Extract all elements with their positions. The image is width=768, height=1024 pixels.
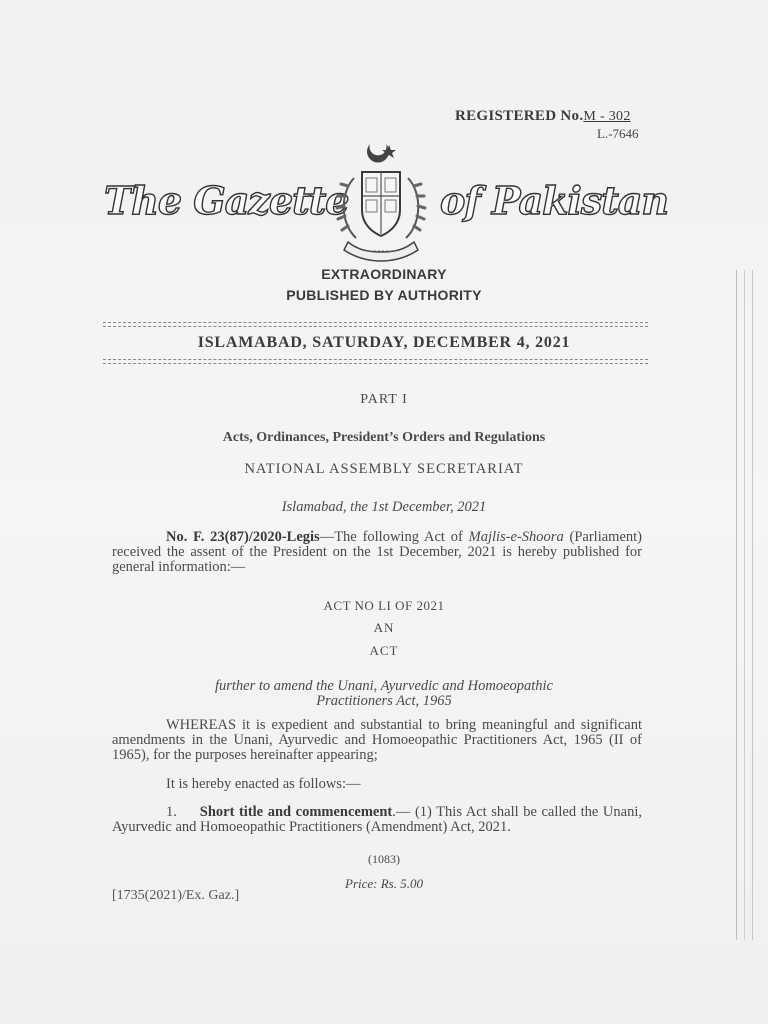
notice-ref: No. F. 23(87)/2020-Legis xyxy=(166,529,320,545)
state-emblem-icon xyxy=(326,138,436,263)
enacted-paragraph: It is hereby enacted as follows:— xyxy=(166,776,361,792)
secretariat-heading: NATIONAL ASSEMBLY SECRETARIAT xyxy=(244,461,524,477)
notice-paragraph xyxy=(112,530,642,575)
act-purpose-line2: Practitioners Act, 1965 xyxy=(316,693,452,709)
masthead-title-left: The Gazette xyxy=(104,178,349,223)
registered-value: M - 302 xyxy=(583,109,631,124)
divider xyxy=(103,322,648,323)
masthead-title-right: of Pakistan xyxy=(440,178,669,223)
page-number: (1083) xyxy=(368,852,400,866)
divider xyxy=(103,326,648,327)
section-1-paragraph xyxy=(112,805,642,835)
divider xyxy=(103,363,648,364)
divider xyxy=(103,359,648,360)
whereas-paragraph: WHEREAS it is expedient and substantial to bring meaningful and significant amendments in the Unani, Ayurvedic and Homoeopathic Practitioners Act, 1965 (II of 1965), for the purposes hereinafter appearing; xyxy=(112,717,642,763)
registered-label: REGISTERED No. xyxy=(455,108,584,124)
registered-line2: L.-7646 xyxy=(597,126,639,141)
act-number: ACT NO LI OF 2021 xyxy=(323,598,445,613)
part-heading: PART I xyxy=(360,392,408,407)
act-purpose-line1: further to amend the Unani, Ayurvedic and Homoeopathic xyxy=(214,678,553,694)
extraordinary-label: EXTRAORDINARY xyxy=(321,266,447,282)
notice-text-2: (Parliament) received the assent of the President on the 1st December, 2021 is hereby published for general information:— xyxy=(112,529,642,575)
section-1-text: .— (1) This Act shall be called the Unani, Ayurvedic and Homoeopathic Practitioners (Amendment) Act, 2021. xyxy=(112,804,642,835)
act-an: AN xyxy=(373,620,395,635)
price-label: Price: Rs. 5.00 xyxy=(345,876,423,891)
place-date: Islamabad, the 1st December, 2021 xyxy=(281,499,487,515)
notice-majlis: Majlis-e-Shoora xyxy=(468,529,564,545)
section-1-title: Short title and commencement xyxy=(199,804,393,820)
published-label: PUBLISHED BY AUTHORITY xyxy=(286,287,482,303)
dateline: ISLAMABAD, SATURDAY, DECEMBER 4, 2021 xyxy=(197,334,571,351)
section-1-number: 1. xyxy=(166,804,177,820)
notice-text-1: —The following Act of xyxy=(319,529,469,545)
gazette-reference: [1735(2021)/Ex. Gaz.] xyxy=(112,888,240,903)
registered-number xyxy=(455,108,631,125)
section-subheading: Acts, Ordinances, President’s Orders and Regulations xyxy=(222,430,546,445)
act-label: ACT xyxy=(369,643,399,658)
